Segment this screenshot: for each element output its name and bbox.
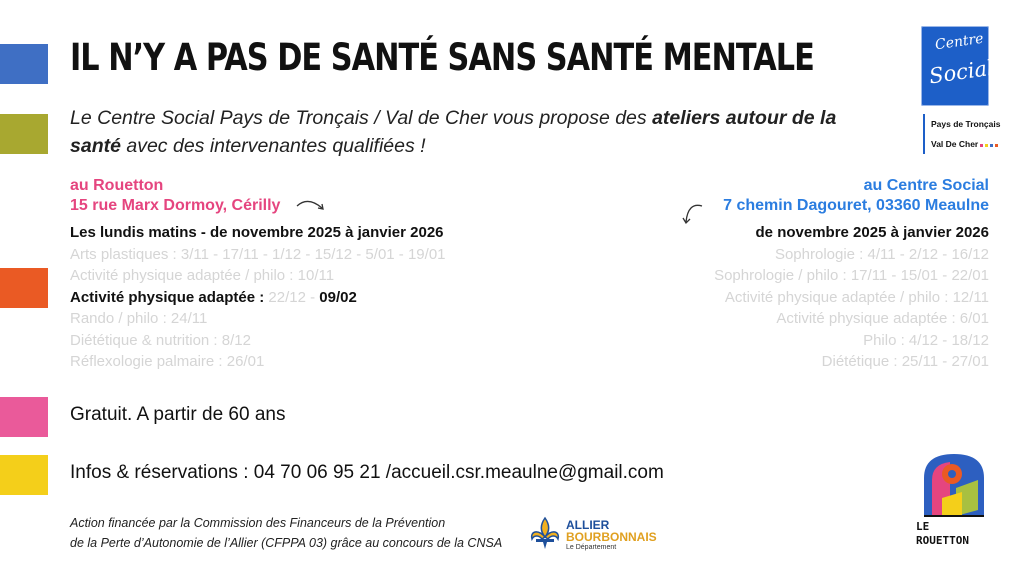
intro-part2: avec des intervenantes qualifiées !: [120, 135, 426, 157]
decor-bar-yellow: [0, 455, 48, 495]
allier-bourbonnais-logo: [522, 515, 662, 553]
left-address: 15 rue Marx Dormoy, Cérilly: [70, 197, 281, 214]
decor-bar-pink: [0, 397, 48, 437]
right-item: Activité physique adaptée : 6/01: [776, 310, 989, 327]
right-item: Diététique : 25/11 - 27/01: [821, 353, 989, 370]
left-item: Rando / philo : 24/11: [70, 310, 208, 327]
intro-bold: ateliers autour de la santé: [70, 107, 837, 157]
allier-line3: Le Département: [566, 544, 617, 551]
rouetton-line1: LE: [916, 520, 930, 533]
allier-line2: BOURBONNAIS: [566, 530, 657, 544]
centre-social-subtitle: [923, 114, 1000, 154]
cs-sub-line2: Val De Cher: [931, 139, 979, 149]
right-item: Activité physique adaptée / philo : 12/11: [724, 288, 989, 306]
logo-word-centre: Centre: [934, 30, 985, 54]
fleur-de-lis-icon: [526, 515, 564, 553]
cs-sub-line: [931, 134, 1000, 154]
highlight-faded-date: 22/12 -: [268, 288, 320, 306]
left-place: au Rouetton: [70, 177, 164, 194]
intro-text: [70, 104, 860, 160]
highlight-label: Activité physique adaptée :: [70, 288, 269, 306]
right-address: 7 chemin Dagouret, 03360 Meaulne: [723, 197, 989, 214]
right-item: Philo : 4/12 - 18/12: [863, 331, 989, 349]
rouetton-emblem-icon: [916, 450, 992, 520]
highlight-date: 09/02: [319, 288, 357, 306]
right-schedule: [569, 222, 989, 373]
page-title: IL N’Y A PAS DE SANTÉ SANS SANTÉ MENTALE: [70, 36, 814, 79]
centre-social-logo: [921, 26, 996, 106]
left-highlight-item: [70, 287, 490, 309]
curved-arrow-icon: [294, 196, 328, 218]
funding-note: [70, 513, 502, 553]
logo-word-social: Social: [927, 55, 996, 89]
left-item: Réflexologie palmaire : 26/01: [70, 353, 265, 370]
left-schedule: [70, 222, 490, 373]
le-rouetton-logo: [916, 450, 992, 552]
decor-bar-olive: [0, 114, 48, 154]
funding-line: Action financée par la Commission des Financeurs de la Prévention: [70, 516, 446, 530]
rouetton-line2: ROUETTON: [916, 534, 969, 547]
left-period: Les lundis matins - de novembre 2025 à janvier 2026: [70, 224, 444, 241]
contact-info: Infos & réservations : 04 70 06 95 21 /accueil.csr.meaulne@gmail.com: [70, 462, 664, 483]
intro-part1: Le Centre Social Pays de Tronçais / Val de Cher vous propose des: [70, 107, 653, 129]
right-place: au Centre Social: [863, 177, 989, 194]
rouetton-label: [916, 520, 992, 548]
funding-line: de la Perte d’Autonomie de l’Allier (CFPPA 03) grâce au concours de la CNSA: [70, 536, 503, 550]
left-item: Arts plastiques : 3/11 - 17/11 - 1/12 - 15/12 - 5/01 - 19/01: [70, 245, 446, 263]
right-item: Sophrologie / philo : 17/11 - 15/01 - 22/01: [714, 267, 989, 284]
right-period: de novembre 2025 à janvier 2026: [755, 224, 989, 241]
right-item: Sophrologie : 4/11 - 2/12 - 16/12: [774, 245, 989, 263]
left-item: Activité physique adaptée / philo : 10/11: [70, 267, 335, 284]
decor-bar-orange: [0, 268, 48, 308]
left-item: Diététique & nutrition : 8/12: [70, 331, 251, 349]
allier-line1: ALLIER: [566, 518, 610, 532]
right-location-heading: [723, 176, 989, 216]
price-info: Gratuit. A partir de 60 ans: [70, 404, 286, 425]
decor-bar-blue: [0, 44, 48, 84]
cs-sub-line: Pays de Tronçais: [931, 119, 1001, 129]
left-location-heading: [70, 176, 280, 216]
color-dots: [978, 139, 998, 149]
